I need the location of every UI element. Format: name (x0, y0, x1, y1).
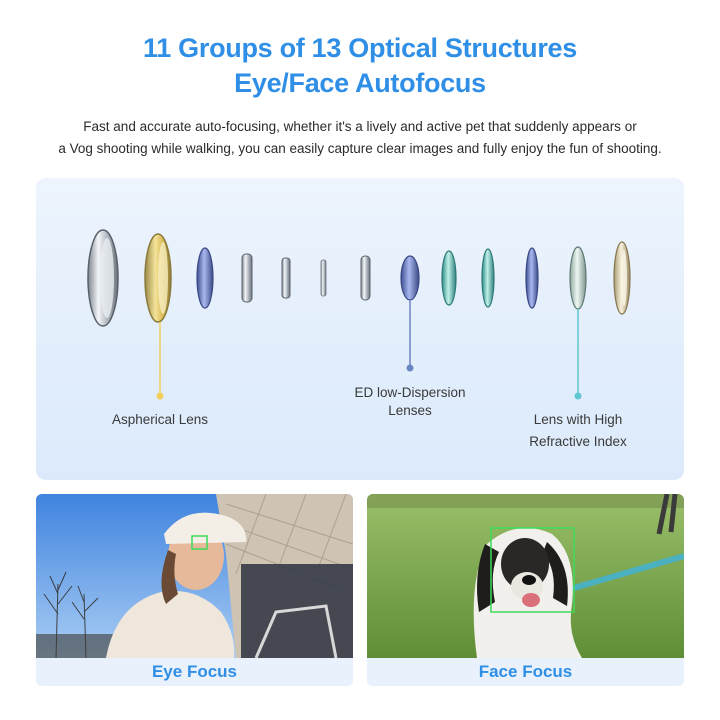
lens-element (321, 260, 326, 296)
lens-element (282, 258, 290, 298)
face-focus-caption: Face Focus (367, 658, 684, 686)
face-focus-photo (367, 494, 684, 658)
face-focus-card (367, 494, 684, 686)
aspherical-lens-element (145, 234, 171, 322)
lens-element (361, 256, 370, 300)
lens-element (614, 242, 630, 314)
page-title: 11 Groups of 13 Optical Structures (143, 33, 577, 63)
eye-focus-caption: Eye Focus (36, 658, 353, 686)
eye-focus-photo (36, 494, 353, 658)
aspherical-lens-label: Aspherical Lens (111, 412, 209, 427)
aspherical-leader-dot (157, 393, 164, 400)
lens-element (526, 248, 538, 308)
ed-lens-label-line-2: Lenses (388, 403, 432, 418)
lens-element (197, 248, 213, 308)
refractive-lens-label-line-1: Lens with High (533, 412, 623, 427)
description-line-1: Fast and accurate auto-focusing, whether it's a lively and active pet that suddenly appears or (83, 119, 637, 134)
lens-element (482, 249, 494, 307)
page-subtitle: Eye/Face Autofocus (234, 68, 486, 98)
refractive-leader-dot (575, 393, 582, 400)
lens-element (88, 230, 118, 326)
lens-element (242, 254, 252, 302)
high-refractive-lens-element (570, 247, 586, 309)
ed-lens-element (401, 256, 419, 300)
refractive-lens-label-line-2: Refractive Index (529, 434, 627, 449)
lens-element (442, 251, 456, 305)
description-line-2: a Vog shooting while walking, you can easily capture clear images and fully enjoy the fun of shooting. (58, 141, 662, 156)
ed-lens-label-line-1: ED low-Dispersion (354, 385, 466, 400)
lens-structure-panel (36, 178, 684, 480)
eye-focus-card (36, 494, 353, 686)
ed-leader-dot (407, 365, 414, 372)
